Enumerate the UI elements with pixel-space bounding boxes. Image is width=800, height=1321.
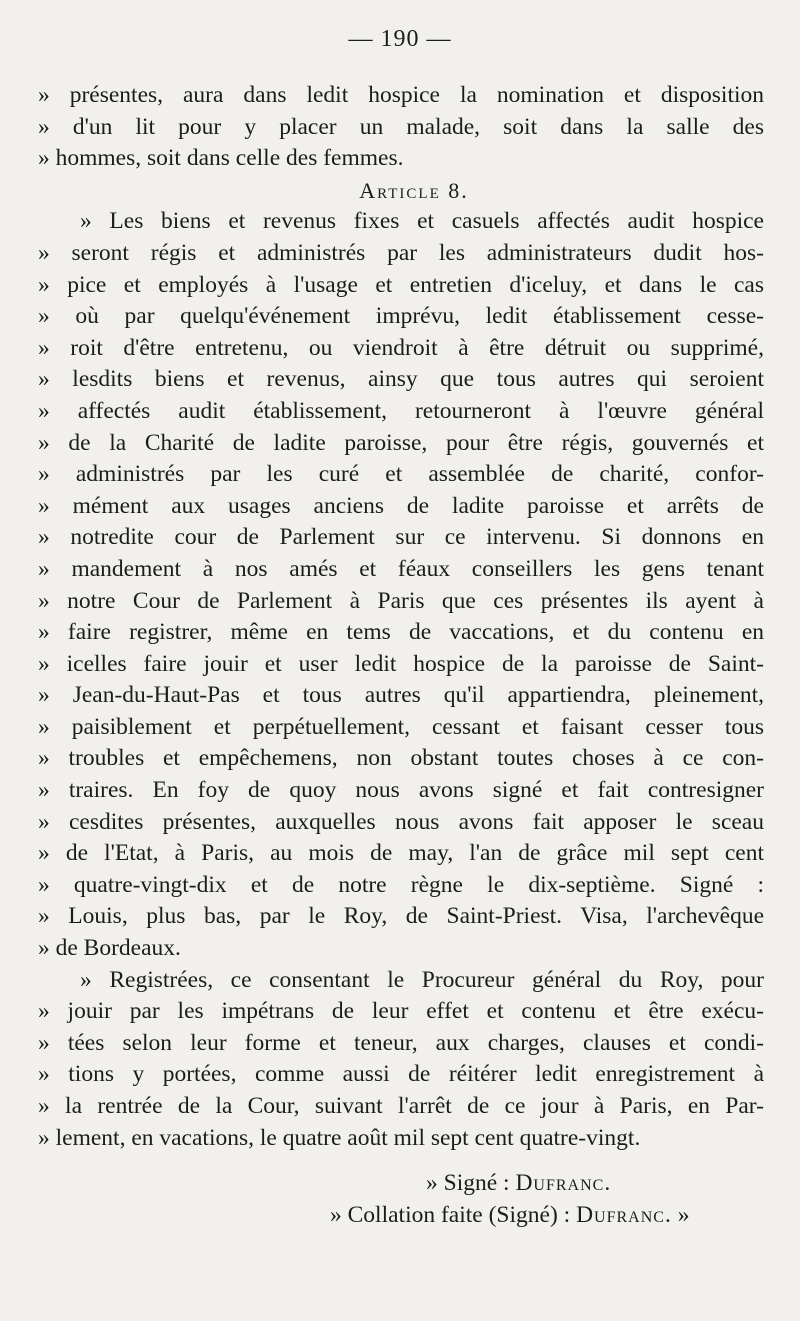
body-text xyxy=(38,80,764,1231)
text-line: » lement, en vacations, le quatre août mil sept cent quatre-vingt. xyxy=(38,1124,641,1151)
text-line: » jouir par les impétrans de leur effet et contenu et être exécu- xyxy=(38,998,764,1025)
text-line: » troubles et empêchemens, non obstant toutes choses à ce con- xyxy=(38,745,764,772)
text-line: » de Bordeaux. xyxy=(38,935,181,962)
text-line: » tées selon leur forme et teneur, aux charges, clauses et condi- xyxy=(38,1029,764,1056)
text-line: » tions y portées, comme aussi de réitérer ledit enregistrement à xyxy=(38,1061,764,1088)
text-line: » où par quelqu'événement imprévu, ledit établissement cesse- xyxy=(38,303,764,330)
text-line: » mément aux usages anciens de ladite paroisse et arrêts de xyxy=(38,492,764,519)
text-line: » Les biens et revenus fixes et casuels affectés audit hospice xyxy=(80,208,764,235)
text-line: » affectés audit établissement, retourneront à l'œuvre général xyxy=(38,397,764,424)
page-number: — 190 — xyxy=(348,26,452,52)
text-line: » la rentrée de la Cour, suivant l'arrêt de ce jour à Paris, en Par- xyxy=(38,1093,764,1119)
text-line: » notredite cour de Parlement sur ce intervenu. Si donnons en xyxy=(38,524,764,551)
text-line: » de l'Etat, à Paris, au mois de may, l'an de grâce mil sept cent xyxy=(38,840,764,867)
collation-prefix: » Collation faite (Signé) : xyxy=(330,1201,577,1228)
text-line: » paisiblement et perpétuellement, cessant et faisant cesser tous xyxy=(38,713,764,740)
text-line: » traires. En foy de quoy nous avons signé et fait contresigner xyxy=(38,777,764,804)
text-line: » roit d'être entretenu, ou viendroit à être détruit ou supprimé, xyxy=(38,334,764,361)
signatory-name: Dufranc. xyxy=(515,1170,612,1197)
text-line: » Jean-du-Haut-Pas et tous autres qu'il appartiendra, pleinement, xyxy=(38,682,764,709)
text-line: » hommes, soit dans celle des femmes. xyxy=(38,145,404,172)
signatory-name: Dufranc. xyxy=(576,1201,672,1228)
text-line: » quatre-vingt-dix et de notre règne le dix-septième. Signé : xyxy=(38,871,764,898)
text-line: » présentes, aura dans ledit hospice la nomination et disposition xyxy=(38,82,764,108)
text-line: » faire registrer, même en tems de vaccations, et du contenu en xyxy=(38,619,764,646)
text-line: » notre Cour de Parlement à Paris que ces présentes ils ayent à xyxy=(38,587,764,614)
signature-prefix: » Signé : xyxy=(426,1170,516,1197)
text-line: » lesdits biens et revenus, ainsy que tous autres qui seroient xyxy=(38,366,764,393)
text-line: » mandement à nos amés et féaux conseillers les gens tenant xyxy=(38,555,764,582)
text-line: » de la Charité de ladite paroisse, pour être régis, gouvernés et xyxy=(38,429,764,456)
text-line: » cesdites présentes, auxquelles nous avons fait apposer le sceau xyxy=(38,808,764,835)
collation-line xyxy=(38,1200,764,1232)
closing-quote: » xyxy=(671,1201,690,1228)
text-line: » Louis, plus bas, par le Roy, de Saint-Priest. Visa, l'archevêque xyxy=(38,903,764,930)
text-line: » administrés par les curé et assemblée de charité, confor- xyxy=(38,461,764,488)
text-line: » icelles faire jouir et user ledit hospice de la paroisse de Saint- xyxy=(38,650,764,677)
text-line: » d'un lit pour y placer un malade, soit dans la salle des xyxy=(38,113,764,140)
text-line: » pice et employés à l'usage et entretien d'iceluy, et dans le cas xyxy=(38,271,764,298)
article-heading: Article 8. xyxy=(359,177,469,203)
text-line: » Registrées, ce consentant le Procureur général du Roy, pour xyxy=(80,966,764,993)
signature-line xyxy=(38,1168,764,1200)
text-line: » seront régis et administrés par les administrateurs dudit hos- xyxy=(38,239,764,266)
